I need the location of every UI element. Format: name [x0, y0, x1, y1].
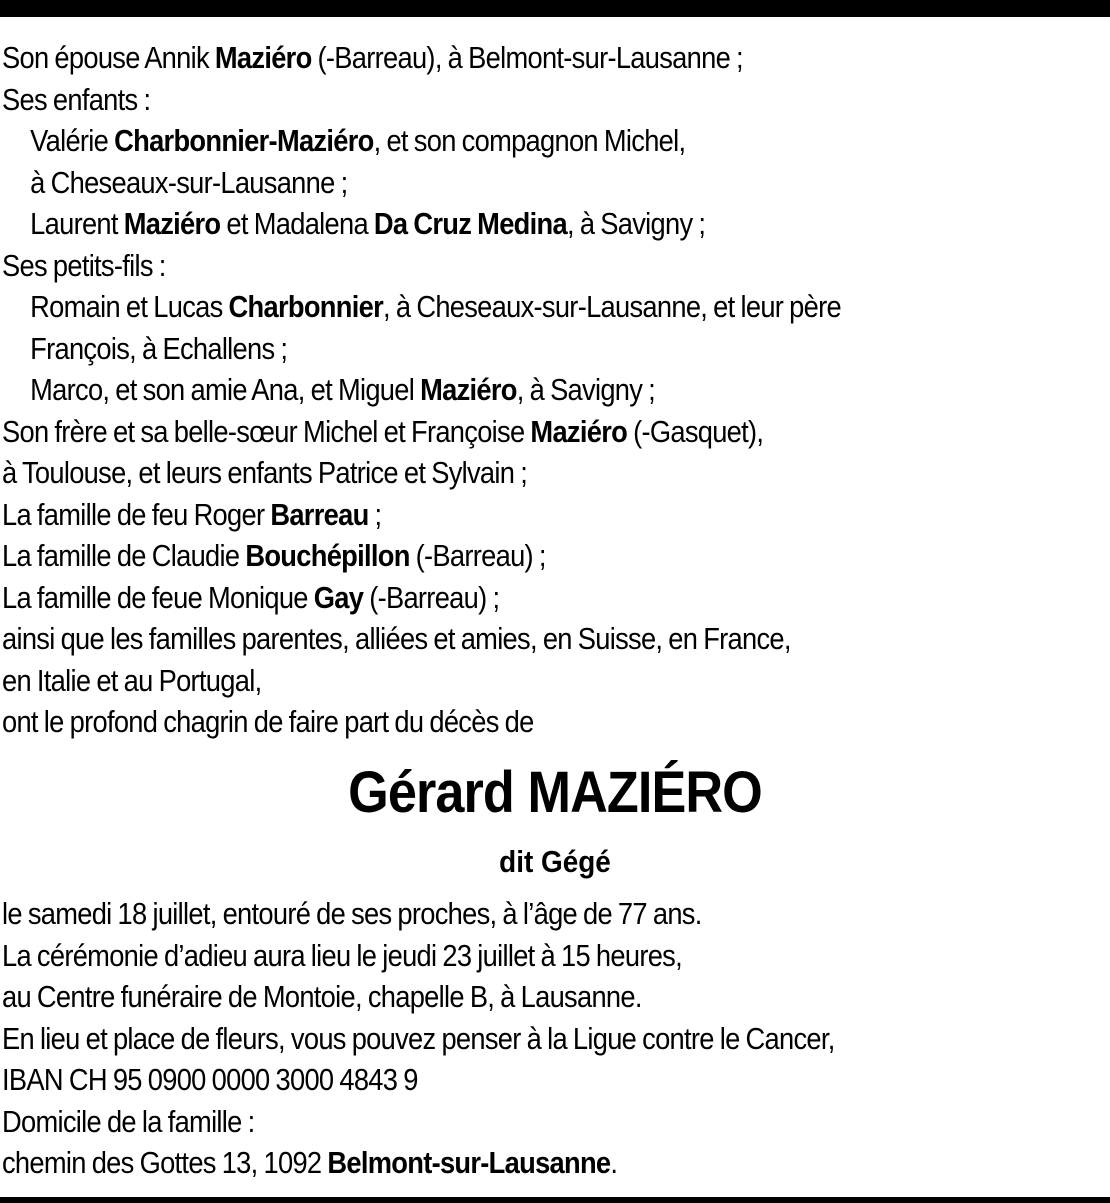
bottom-rule [0, 1197, 1110, 1203]
announcement-line: ont le profond chagrin de faire part du décès de [2, 704, 534, 739]
family-line-brother-place: à Toulouse, et leurs enfants Patrice et Sylvain ; [2, 455, 528, 490]
family-line-spouse: Son épouse Annik Maziéro (-Barreau), à Belmont-sur-Lausanne ; [2, 40, 743, 75]
family-line-grandsons-marco-miguel: Marco, et son amie Ana, et Miguel Maziéro, à Savigny ; [30, 372, 656, 407]
details-line-address: chemin des Gottes 13, 1092 Belmont-sur-Lausanne. [2, 1145, 618, 1180]
details-line-ceremony: La cérémonie d’adieu aura lieu le jeudi 23 juillet à 15 heures, [2, 937, 682, 973]
family-line-grandsons-father: François, à Echallens ; [30, 330, 288, 366]
deceased-nickname: dit Gégé [499, 844, 611, 879]
details-block [2, 893, 1106, 1184]
top-rule [0, 0, 1110, 17]
family-line-child-laurent: Laurent Maziéro et Madalena Da Cruz Medina, à Savigny ; [30, 206, 706, 241]
family-line-grandsons-romain-lucas: Romain et Lucas Charbonnier, à Cheseaux-sur-Lausanne, et leur père [30, 289, 841, 324]
family-line-child-valerie-place: à Cheseaux-sur-Lausanne ; [30, 164, 348, 200]
deceased-name: Gérard MAZIÉRO [348, 760, 762, 825]
family-line-child-valerie: Valérie Charbonnier-Maziéro, et son compagnon Michel, [30, 123, 686, 158]
family-line-grandsons-heading: Ses petits-fils : [2, 247, 166, 283]
family-list [2, 37, 1106, 743]
family-line-gay: La famille de feue Monique Gay (-Barreau) ; [2, 579, 500, 615]
family-line-relatives: ainsi que les familles parentes, alliées et amies, en Suisse, en France, [2, 621, 791, 656]
family-line-brother: Son frère et sa belle-sœur Michel et Françoise Maziéro (-Gasquet), [2, 413, 764, 449]
details-line-venue: au Centre funéraire de Montoie, chapelle B, à Lausanne. [2, 979, 642, 1014]
family-line-children-heading: Ses enfants : [2, 81, 151, 117]
family-line-relatives-cont: en Italie et au Portugal, [2, 662, 262, 698]
details-line-domicile-heading: Domicile de la famille : [2, 1103, 255, 1139]
details-line-donation: En lieu et place de fleurs, vous pouvez penser à la Ligue contre le Cancer, [2, 1020, 835, 1056]
details-line-date: le samedi 18 juillet, entouré de ses proches, à l’âge de 77 ans. [2, 896, 702, 931]
details-line-iban: IBAN CH 95 0900 0000 3000 4843 9 [2, 1062, 418, 1097]
family-line-barreau: La famille de feu Roger Barreau ; [2, 496, 382, 532]
family-line-bouchepillon: La famille de Claudie Bouchépillon (-Barreau) ; [2, 538, 546, 573]
